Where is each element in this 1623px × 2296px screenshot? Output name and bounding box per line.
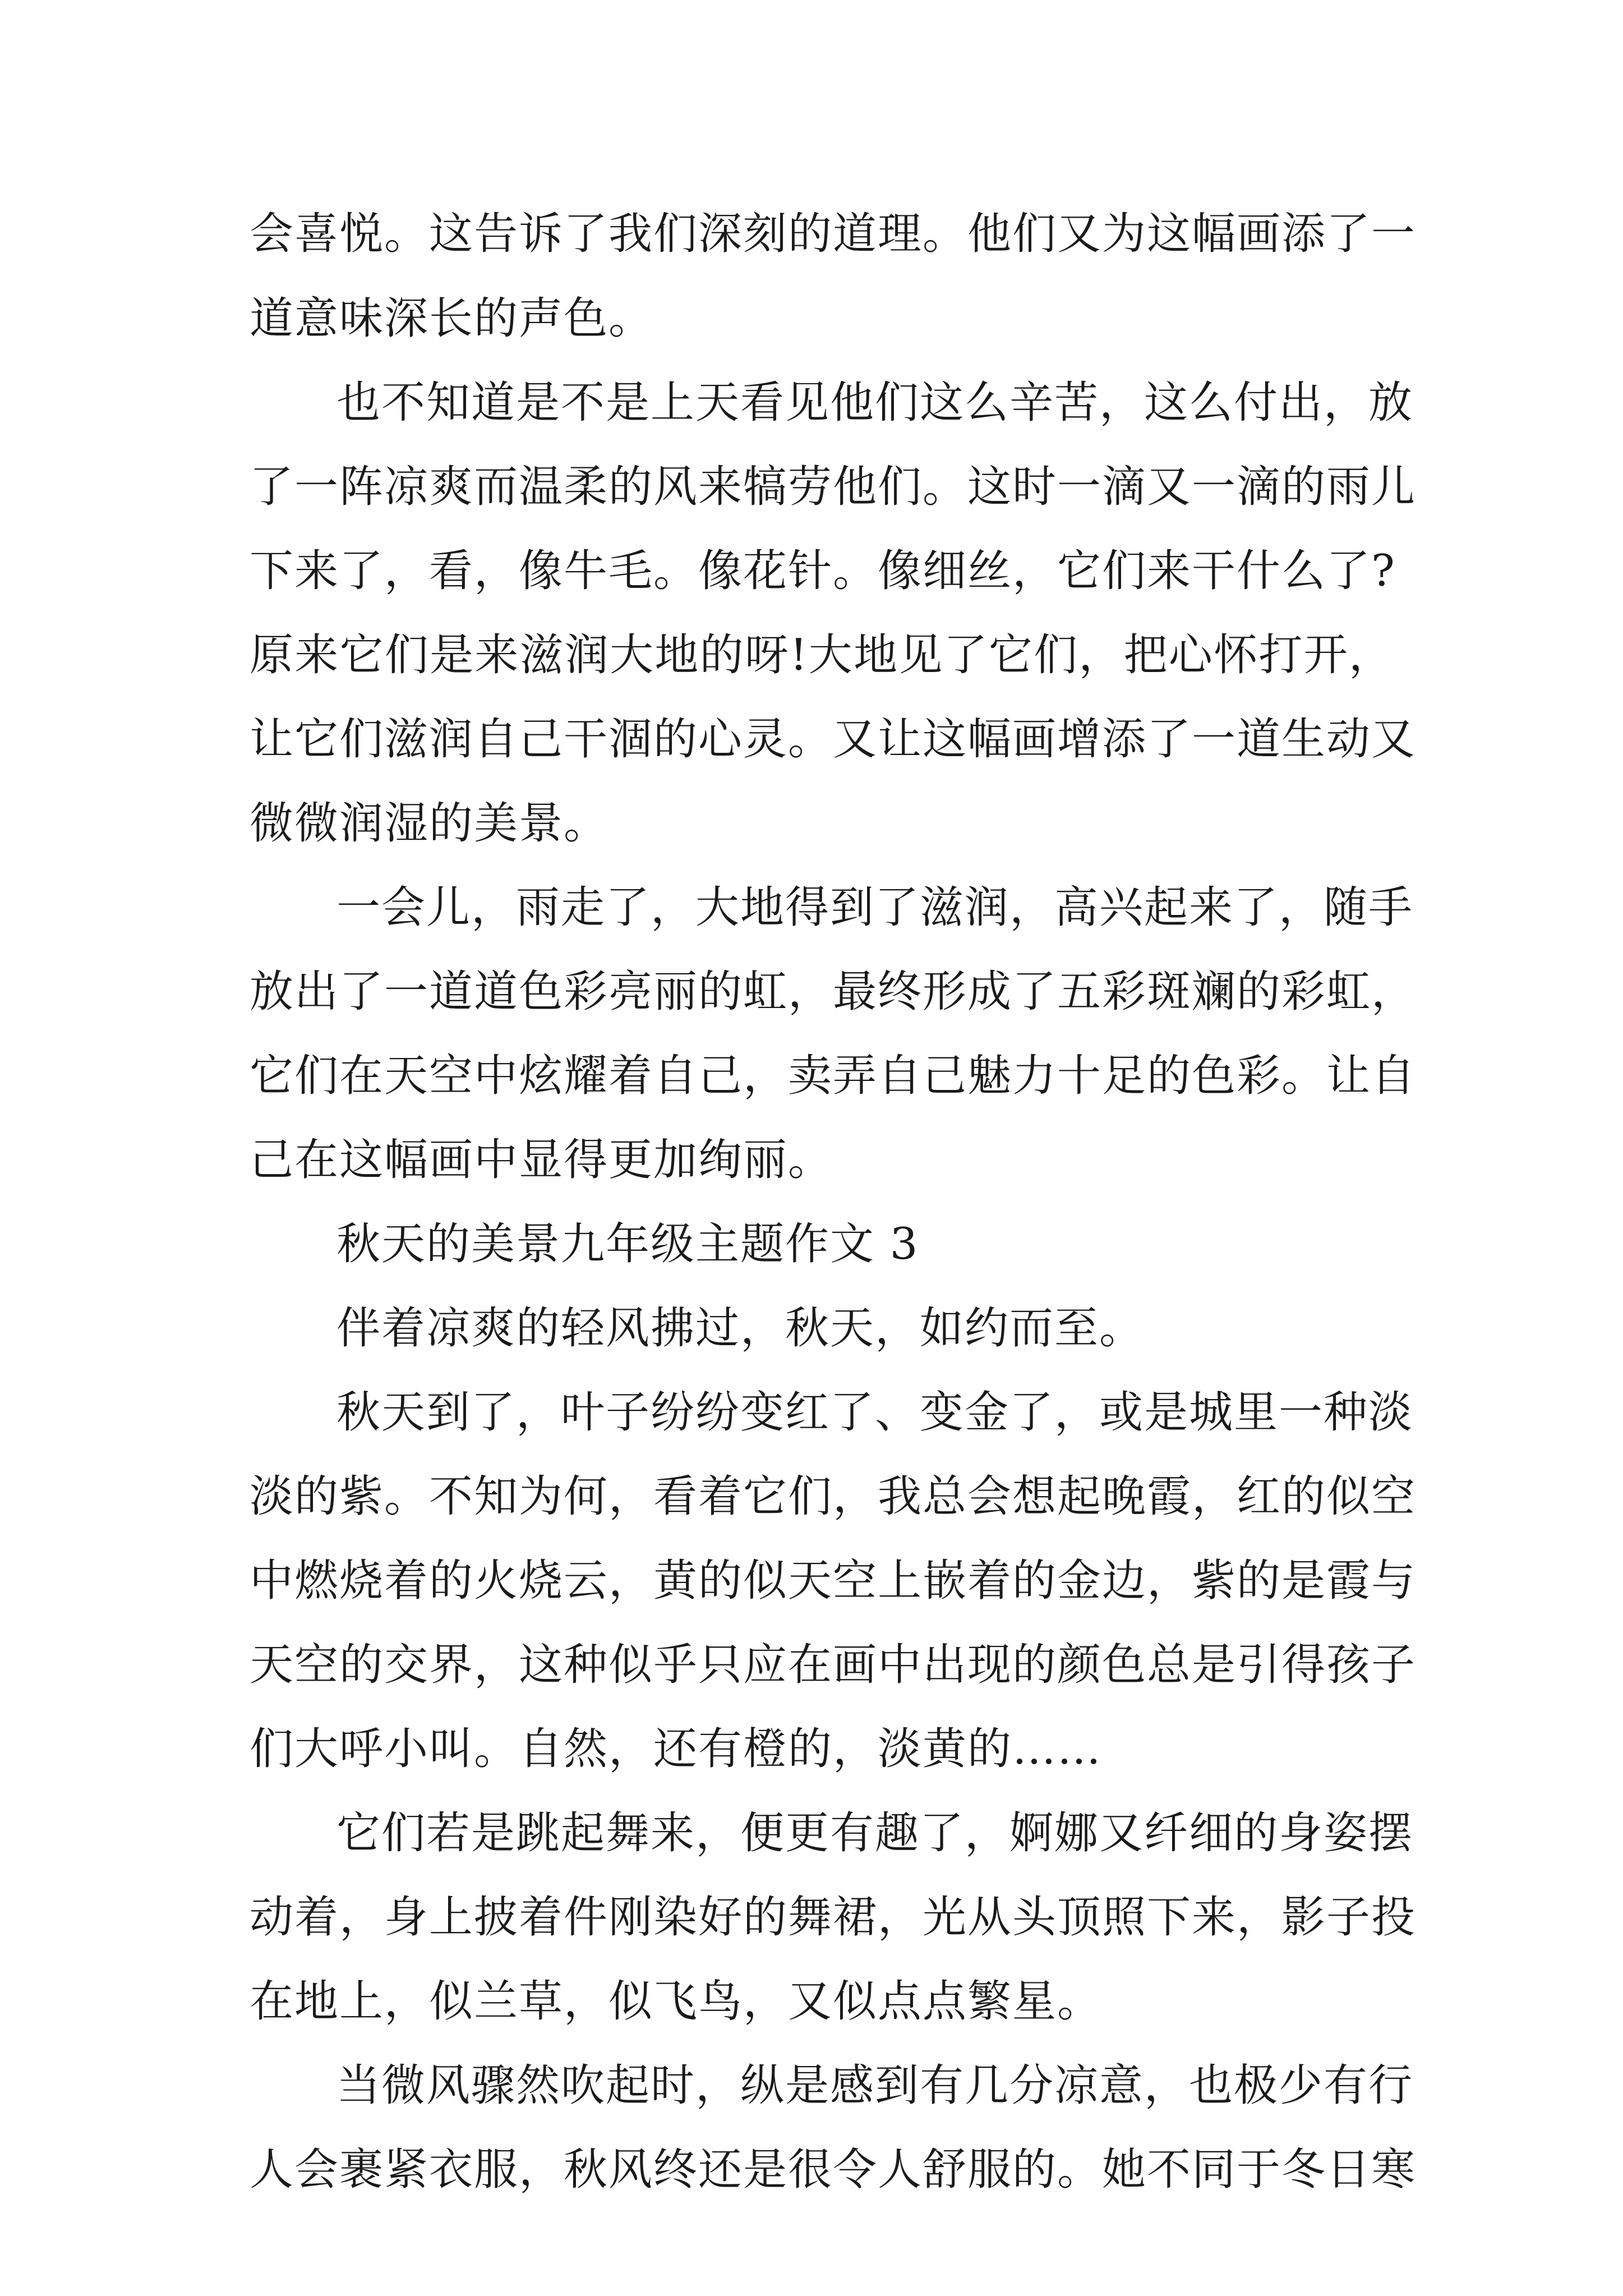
- text-line: 天空的交界，这种似乎只应在画中出现的颜色总是引得孩子: [250, 1640, 1417, 1690]
- text-line: 道意味深长的声色。: [250, 293, 654, 344]
- text-line: 秋天到了，叶子纷纷变红了、变金了，或是城里一种淡: [336, 1387, 1414, 1438]
- text-line: 原来它们是来滋润大地的呀!大地见了它们，把心怀打开，: [250, 630, 1394, 680]
- text-line: 下来了，看，像牛毛。像花针。像细丝，它们来干什么了?: [250, 546, 1396, 596]
- text-line: 微微润湿的美景。: [250, 798, 609, 849]
- text-line: 们大呼小叫。自然，还有橙的，淡黄的……: [250, 1724, 1103, 1774]
- text-line: 放出了一道道色彩亮丽的虹，最终形成了五彩斑斓的彩虹，: [250, 967, 1417, 1017]
- text-line: 让它们滋润自己干涸的心灵。又让这幅画增添了一道生动又: [250, 714, 1417, 765]
- text-line: 己在这幅画中显得更加绚丽。: [250, 1135, 833, 1185]
- text-line: 它们在天空中炫耀着自己，卖弄自己魅力十足的色彩。让自: [250, 1051, 1417, 1101]
- text-line: 在地上，似兰草，似飞鸟，又似点点繁星。: [250, 1976, 1103, 2027]
- section-heading: 秋天的美景九年级主题作文 3: [336, 1219, 919, 1269]
- text-line: 人会裹紧衣服，秋风终还是很令人舒服的。她不同于冬日寒: [250, 2145, 1417, 2195]
- text-line: 一会儿，雨走了，大地得到了滋润，高兴起来了，随手: [336, 882, 1414, 933]
- text-line: 动着，身上披着件刚染好的舞裙，光从头顶照下来，影子投: [250, 1892, 1417, 1943]
- text-line: 当微风骤然吹起时，纵是感到有几分凉意，也极少有行: [336, 2060, 1414, 2111]
- text-line: 淡的紫。不知为何，看着它们，我总会想起晚霞，红的似空: [250, 1471, 1417, 1522]
- text-line: 伴着凉爽的轻风拂过，秋天，如约而至。: [336, 1303, 1145, 1354]
- text-line: 了一阵凉爽而温柔的风来犒劳他们。这时一滴又一滴的雨儿: [250, 462, 1417, 512]
- text-line: 中燃烧着的火烧云，黄的似天空上嵌着的金边，紫的是霞与: [250, 1556, 1417, 1606]
- text-line: 会喜悦。这告诉了我们深刻的道理。他们又为这幅画添了一: [250, 209, 1417, 259]
- text-line: 也不知道是不是上天看见他们这么辛苦，这么付出，放: [336, 378, 1414, 428]
- text-line: 它们若是跳起舞来，便更有趣了，婀娜又纤细的身姿摆: [336, 1808, 1414, 1858]
